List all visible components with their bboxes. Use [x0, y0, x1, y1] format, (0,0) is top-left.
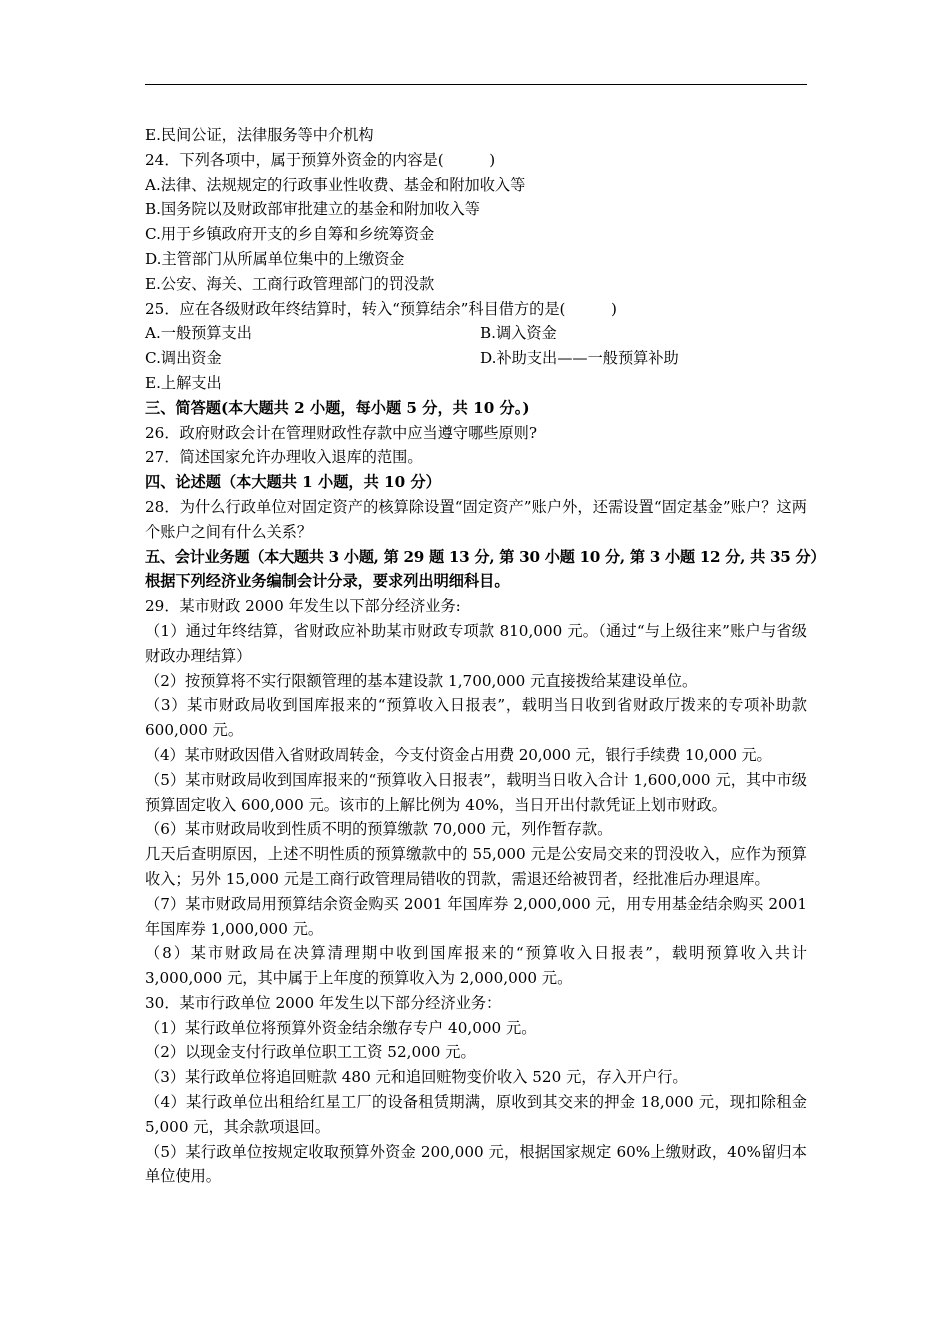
question-26: 26．政府财政会计在管理财政性存款中应当遵守哪些原则?: [145, 423, 537, 442]
option-c-q24: C.用于乡镇政府开支的乡自筹和乡统筹资金: [145, 225, 435, 244]
q29-item-8: （8）某市财政局在决算清理期中收到国库报来的“预算收入日报表”，载明预算收入共计 3,000,000 元，其中属于上年度的预算收入为 2,000,000 元。: [145, 944, 807, 988]
question-29: 29．某市财政 2000 年发生以下部分经济业务:: [145, 597, 461, 616]
q30-item-3: （3）某行政单位将追回赃款 480 元和追回赃物变价收入 520 元，存入开户行。: [145, 1068, 688, 1087]
question-24: 24．下列各项中，属于预算外资金的内容是( ): [145, 150, 496, 169]
options-ab-q25: [145, 321, 807, 346]
q29-item-3: （3）某市财政局收到国库报来的“预算收入日报表”，载明当日收到省财政厅拨来的专项补助款 600,000 元。: [145, 696, 807, 740]
q29-item-1: （1）通过年终结算，省财政应补助某市财政专项款 810,000 元。（通过“与上级往来”账户与省级财政办理结算）: [145, 621, 807, 665]
options-cd-q25: [145, 346, 807, 371]
option-d-q25: D.补助支出——一般预算补助: [480, 349, 679, 368]
question-30: 30．某市行政单位 2000 年发生以下部分经济业务：: [145, 993, 502, 1012]
option-e-q25: E.上解支出: [145, 373, 222, 392]
option-b-q25: B.调入资金: [480, 324, 557, 343]
question-25: 25．应在各级财政年终结算时，转入“预算结余”科目借方的是( ): [145, 299, 617, 318]
section-3-heading: 三、简答题(本大题共 2 小题，每小题 5 分，共 10 分。): [145, 398, 530, 417]
q30-item-5: （5）某行政单位按规定收取预算外资金 200,000 元，根据国家规定 60%上缴财政，40%留归本单位使用。: [145, 1142, 807, 1186]
q29-item-4: （4）某市财政因借入省财政周转金，今支付资金占用费 20,000 元，银行手续费 10,000 元。: [145, 745, 772, 764]
q29-item-6: （6）某市财政局收到性质不明的预算缴款 70,000 元，列作暂存款。: [145, 820, 613, 839]
option-b-q24: B.国务院以及财政部审批建立的基金和附加收入等: [145, 200, 480, 219]
q30-item-4: （4）某行政单位出租给红星工厂的设备租赁期满，原收到其交来的押金 18,000 元，现扣除租金 5,000 元，其余款项退回。: [145, 1093, 807, 1136]
option-d-q24: D.主管部门从所属单位集中的上缴资金: [145, 249, 405, 268]
section-5-instruction: 根据下列经济业务编制会计分录，要求列出明细科目。: [145, 572, 510, 591]
option-c-q25: C.调出资金: [145, 349, 222, 368]
header-rule: [145, 84, 807, 85]
q29-item-2: （2）按预算将不实行限额管理的基本建设款 1,700,000 元直接拨给某建设单位。: [145, 671, 698, 690]
q29-item-7: （7）某市财政局用预算结余资金购买 2001 年国库券 2,000,000 元，用专用基金结余购买 2001 年国库券 1,000,000 元。: [145, 894, 807, 938]
option-e-q24: E.公安、海关、工商行政管理部门的罚没款: [145, 274, 435, 293]
q30-item-1: （1）某行政单位将预算外资金结余缴存专户 40,000 元。: [145, 1018, 537, 1037]
question-28: 28．为什么行政单位对固定资产的核算除设置“固定资产”账户外，还需设置“固定基金”账户？这两个账户之间有什么关系？: [145, 497, 807, 541]
option-e-q23: E.民间公证，法律服务等中介机构: [145, 126, 374, 144]
option-a-q25: A.一般预算支出: [145, 324, 252, 343]
section-5-heading: 五、会计业务题（本大题共 3 小题, 第 29 题 13 分, 第 30 小题 10 分, 第 3 小题 12 分, 共 35 分）: [145, 547, 826, 566]
q29-item-5: （5）某市财政局收到国库报来的“预算收入日报表”，载明当日收入合计 1,600,000 元，其中市级预算固定收入 600,000 元。该市的上解比例为 40%，当日开出付款凭证上划市财政。: [145, 770, 807, 814]
q30-item-2: （2）以现金支付行政单位职工工资 52,000 元。: [145, 1043, 476, 1062]
option-a-q24: A.法律、法规规定的行政事业性收费、基金和附加收入等: [145, 175, 526, 194]
question-27: 27．简述国家允许办理收入退库的范围。: [145, 448, 423, 467]
q29-item-6-detail: 几天后查明原因，上述不明性质的预算缴款中的 55,000 元是公安局交来的罚没收入，应作为预算收入；另外 15,000 元是工商行政管理局错收的罚款，需退还给被罚者，经批准后办理退库。: [145, 845, 807, 888]
document-body: [145, 123, 826, 1189]
section-4-heading: 四、论述题（本大题共 1 小题，共 10 分）: [145, 473, 441, 492]
